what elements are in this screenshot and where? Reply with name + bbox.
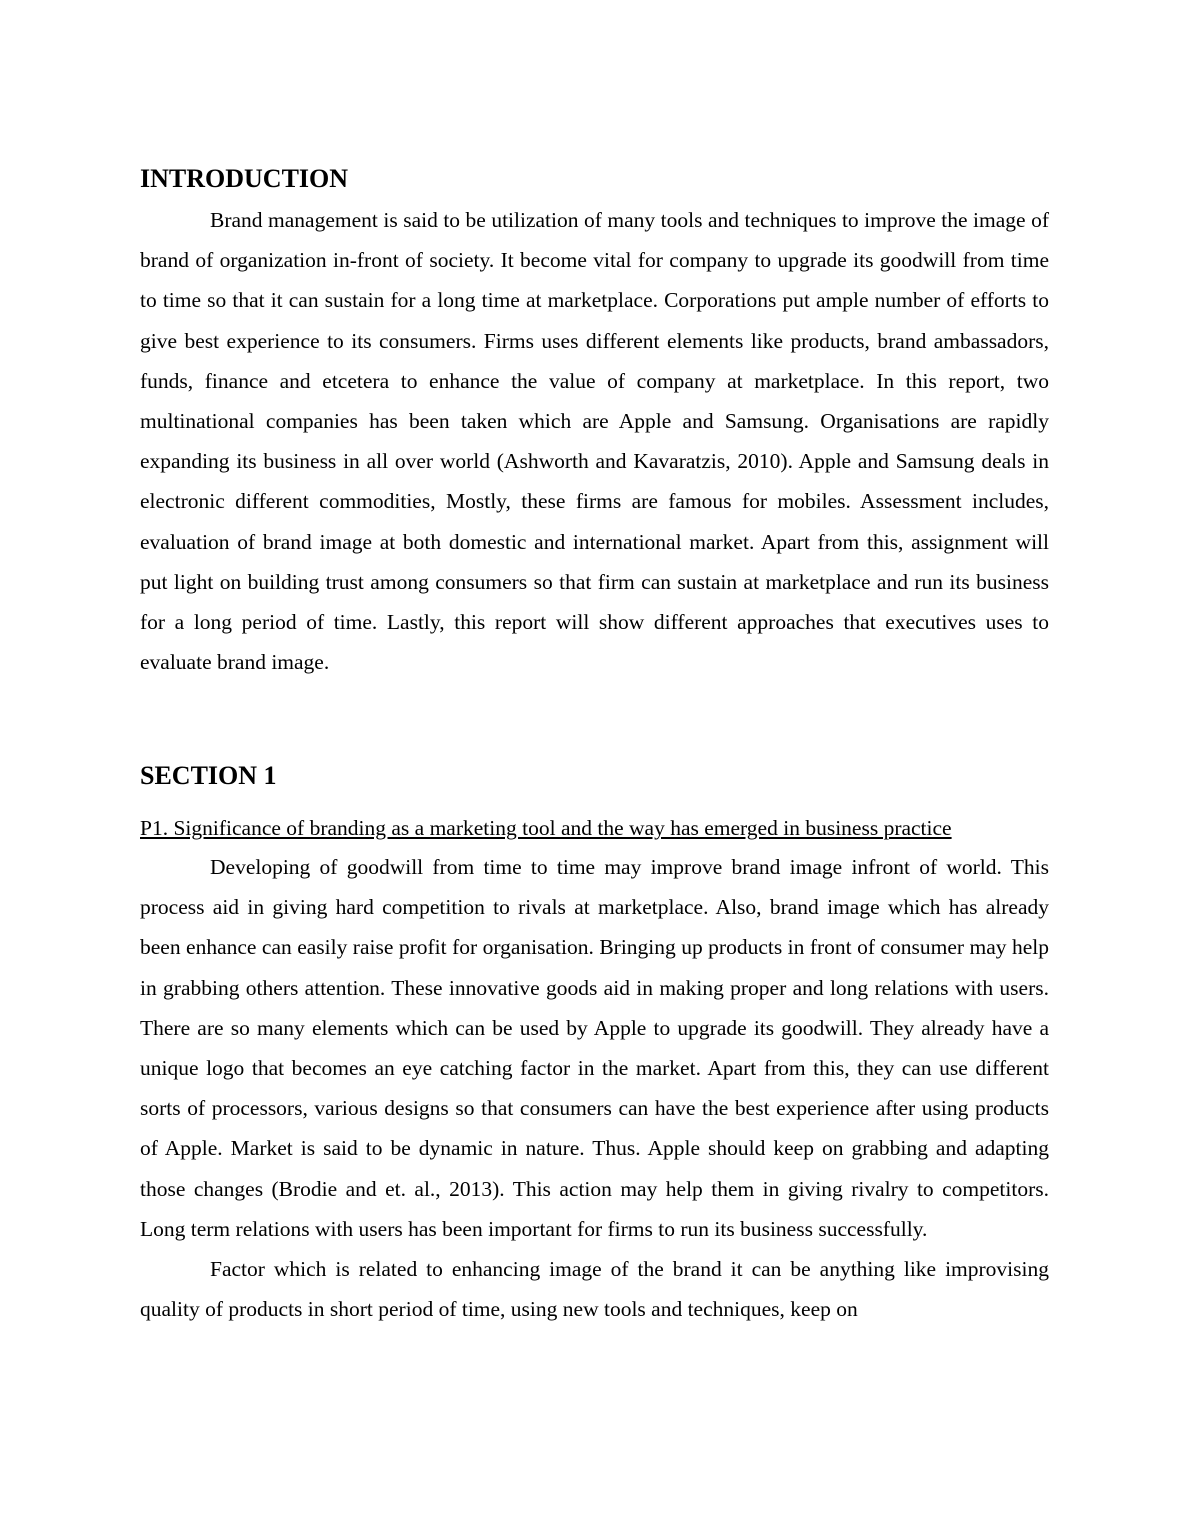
introduction-body [140,200,1049,682]
p1-subheading: P1. Significance of branding as a marketing tool and the way has emerged in business practice [140,816,952,840]
introduction-paragraph: Brand management is said to be utilization of many tools and techniques to improve the image of brand of organization in-front of society. It become vital for company to upgrade its goodwill from time to time so that it can sustain for a long time at marketplace. Corporations put ample number of efforts to give best experience to its consumers. Firms uses different elements like products, brand ambassadors, funds, finance and etcetera to enhance the value of company at marketplace. In this report, two multinational companies has been taken which are Apple and Samsung. Organisations are rapidly expanding its business in all over world (Ashworth and Kavaratzis, 2010). Apple and Samsung deals in electronic different commodities, Mostly, these firms are famous for mobiles. Assessment includes, evaluation of brand image at both domestic and international market. Apart from this, assignment will put light on building trust among consumers so that firm can sustain at marketplace and run its business for a long period of time. Lastly, this report will show different approaches that executives uses to evaluate brand image. [140,208,1049,675]
section-1-heading: SECTION 1 [140,761,277,790]
introduction-heading: INTRODUCTION [140,164,349,193]
section-1-paragraph-1: Developing of goodwill from time to time may improve brand image infront of world. This process aid in giving hard competition to rivals at marketplace. Also, brand image which has already been enhance can easily raise profit for organisation. Bringing up products in front of consumer may help in grabbing others attention. These innovative goods aid in making proper and long relations with users. There are so many elements which can be used by Apple to upgrade its goodwill. They already have a unique logo that becomes an eye catching factor in the market. Apart from this, they can use different sorts of processors, various designs so that consumers can have the best experience after using products of Apple. Market is said to be dynamic in nature. Thus. Apple should keep on grabbing and adapting those changes (Brodie and et. al., 2013). This action may help them in giving rivalry to competitors. Long term relations with users has been important for firms to run its business successfully. [140,855,1049,1241]
section-1-paragraph-2: Factor which is related to enhancing image of the brand it can be anything like improvising quality of products in short period of time, using new tools and techniques, keep on [140,1257,1049,1322]
section-1-body [140,847,1049,1329]
